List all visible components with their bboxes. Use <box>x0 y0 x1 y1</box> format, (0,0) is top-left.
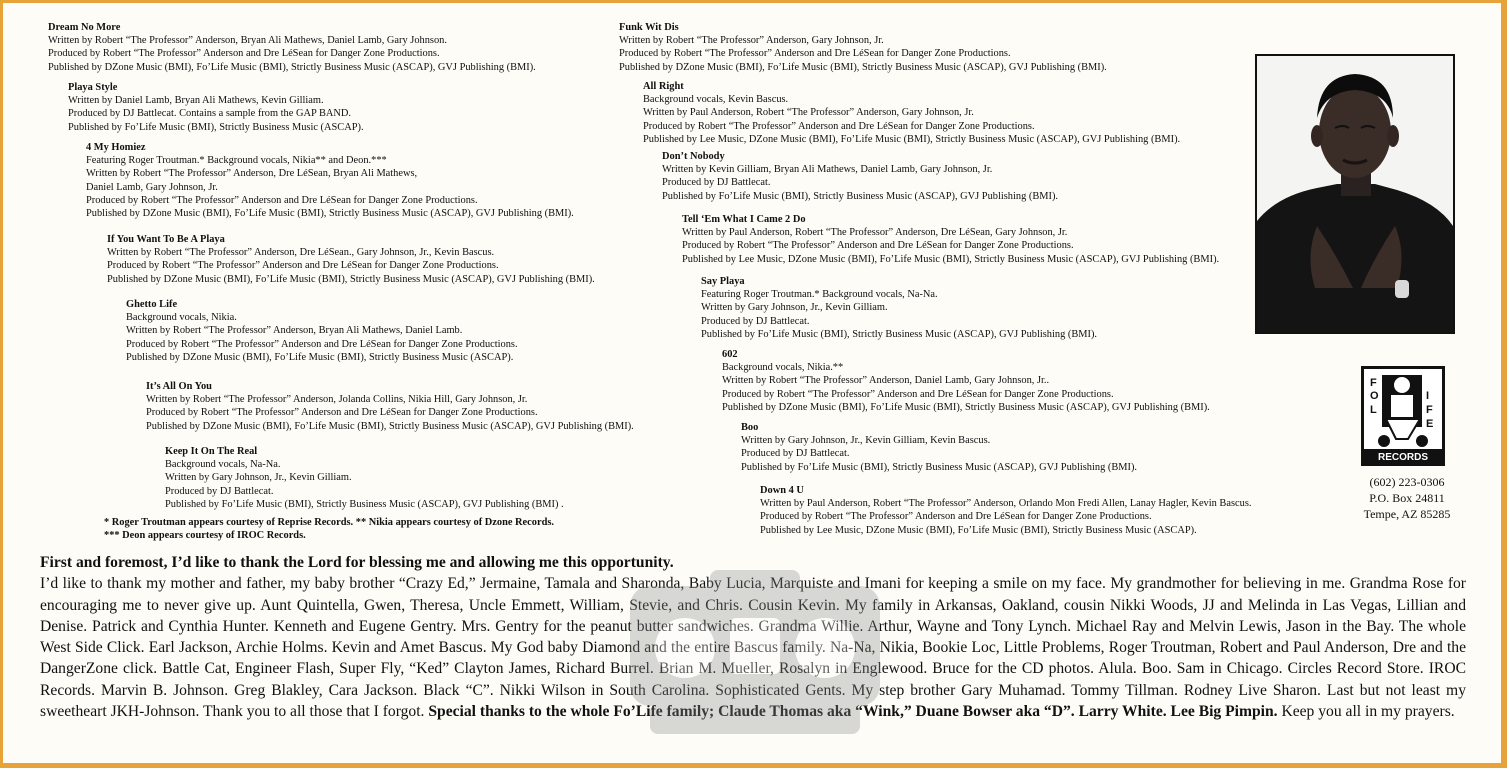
song-title: Ghetto Life <box>126 299 178 310</box>
credit-line: Published by Lee Music, DZone Music (BMI), Fo’Life Music (BMI), Strictly Business Music (ASCAP), GVJ Publishing (BMI). <box>643 133 1181 145</box>
credit-line: Published by Lee Music, DZone Music (BMI), Fo’Life Music (BMI), Strictly Business Music (ASCAP), GVJ Publishing (BMI). <box>682 253 1220 265</box>
song-credit <box>682 213 1219 266</box>
logo-letter: E <box>1426 418 1434 430</box>
song-credit <box>107 233 595 286</box>
credit-line: Produced by DJ Battlecat. <box>165 485 274 497</box>
credit-line: Produced by Robert “The Professor” Anderson and Dre LéSean for Danger Zone Productions. <box>722 388 1114 400</box>
credit-line: Written by Robert “The Professor” Anderson, Daniel Lamb, Gary Johnson, Jr.. <box>722 375 1050 387</box>
credit-line: Written by Robert “The Professor” Anderson, Dre LéSean, Bryan Ali Mathews, <box>86 168 418 180</box>
credit-line: Written by Paul Anderson, Robert “The Professor” Anderson, Gary Johnson, Jr. <box>643 107 974 119</box>
contact-info <box>1352 474 1462 522</box>
song-title: All Right <box>643 81 684 92</box>
credit-line: Written by Kevin Gilliam, Bryan Ali Mathews, Daniel Lamb, Gary Johnson, Jr. <box>662 164 993 176</box>
footnote-line: *** Deon appears courtesy of IROC Records. <box>104 530 306 541</box>
credit-line: Published by DZone Music (BMI), Fo’Life Music (BMI), Strictly Business Music (ASCAP), GVJ Publishing (BMI). <box>722 401 1210 413</box>
credit-line: Published by Fo’Life Music (BMI), Strictly Business Music (ASCAP), GVJ Publishing (BMI). <box>662 190 1059 202</box>
credit-line: Written by Robert “The Professor” Anderson, Gary Johnson, Jr. <box>619 35 884 47</box>
credit-line: Background vocals, Nikia. <box>126 312 237 324</box>
credit-line: Produced by DJ Battlecat. Contains a sample from the GAP BAND. <box>68 108 352 120</box>
credit-line: Written by Gary Johnson, Jr., Kevin Gilliam, Kevin Bascus. <box>741 435 991 447</box>
song-credit <box>760 484 1251 537</box>
song-credit <box>701 275 1097 341</box>
song-title: Down 4 U <box>760 485 804 496</box>
song-credit <box>126 298 518 364</box>
credit-line: Published by DZone Music (BMI), Fo’Life Music (BMI), Strictly Business Music (ASCAP), GVJ Publishing (BMI). <box>48 61 536 73</box>
artist-photo <box>1255 54 1455 334</box>
credit-line: Published by DZone Music (BMI), Fo’Life Music (BMI), Strictly Business Music (ASCAP), GVJ Publishing (BMI). <box>146 420 634 432</box>
credit-line: Featuring Roger Troutman.* Background vocals, Na-Na. <box>701 289 938 301</box>
credit-line: Written by Robert “The Professor” Anderson, Bryan Ali Mathews, Daniel Lamb, Gary Johnson. <box>48 35 447 47</box>
song-credit <box>662 150 1058 203</box>
credit-line: Produced by Robert “The Professor” Anderson and Dre LéSean for Danger Zone Productions. <box>146 407 538 419</box>
credit-line: Daniel Lamb, Gary Johnson, Jr. <box>86 181 218 193</box>
song-credit <box>165 445 564 511</box>
credit-line: Written by Paul Anderson, Robert “The Professor” Anderson, Dre LéSean, Gary Johnson, Jr. <box>682 227 1068 239</box>
credit-line: Published by Fo’Life Music (BMI), Strictly Business Music (ASCAP), GVJ Publishing (BMI). <box>741 461 1138 473</box>
credit-line: Written by Paul Anderson, Robert “The Professor” Anderson, Orlando Mon Fredi Allen, Lanay Hagler, Kevin Bascus. <box>760 498 1252 510</box>
credit-line: Background vocals, Nikia.** <box>722 362 844 374</box>
song-title: It’s All On You <box>146 381 212 392</box>
credit-line: Written by Gary Johnson, Jr., Kevin Gilliam. <box>165 472 352 484</box>
credit-line: Written by Robert “The Professor” Anderson, Dre LéSean., Gary Johnson, Jr., Kevin Bascus. <box>107 247 495 259</box>
song-credit <box>146 380 634 433</box>
logo-letter: F <box>1426 404 1433 416</box>
thanks-closing: Keep you all in my prayers. <box>1277 703 1455 721</box>
thank-you-text <box>40 552 1466 722</box>
folife-records-logo <box>1361 366 1445 466</box>
credit-line: Published by DZone Music (BMI), Fo’Life Music (BMI), Strictly Business Music (ASCAP). <box>126 351 514 363</box>
credit-line: Produced by Robert “The Professor” Anderson and Dre LéSean for Danger Zone Productions. <box>126 338 518 350</box>
credit-line: Background vocals, Na-Na. <box>165 459 281 471</box>
credit-line: Published by Fo’Life Music (BMI), Strictly Business Music (ASCAP). <box>68 121 364 133</box>
song-title: If You Want To Be A Playa <box>107 234 225 245</box>
credit-line: Published by DZone Music (BMI), Fo’Life Music (BMI), Strictly Business Music (ASCAP), GVJ Publishing (BMI). <box>619 61 1107 73</box>
song-title: 4 My Homiez <box>86 142 146 153</box>
folife-records-logo-graphic <box>1364 369 1442 463</box>
song-title: Dream No More <box>48 22 121 33</box>
credit-line: Featuring Roger Troutman.* Background vocals, Nikia** and Deon.*** <box>86 155 387 167</box>
credit-line: Published by DZone Music (BMI), Fo’Life Music (BMI), Strictly Business Music (ASCAP), GVJ Publishing (BMI). <box>86 208 574 220</box>
thanks-lead: First and foremost, I’d like to thank the Lord for blessing me and allowing me this opportunity. <box>40 554 674 571</box>
credit-line: Written by Gary Johnson, Jr., Kevin Gilliam. <box>701 302 888 314</box>
credit-line: Produced by Robert “The Professor” Anderson and Dre LéSean for Danger Zone Productions. <box>619 48 1011 60</box>
credit-line: Written by Daniel Lamb, Bryan Ali Mathews, Kevin Gilliam. <box>68 95 324 107</box>
credit-line: Produced by Robert “The Professor” Anderson and Dre LéSean for Danger Zone Productions. <box>48 48 440 60</box>
credit-line: Produced by Robert “The Professor” Anderson and Dre LéSean for Danger Zone Productions. <box>682 240 1074 252</box>
thanks-body: I’d like to thank my mother and father, my baby brother “Crazy Ed,” Jermaine, Tamala and Sharonda, Baby Lucia, Marquiste and Imani for keeping a smile on my face. My grandmother for believing in me. Grandma Rose for encouraging me to never give up. Aunt Quintella, Gwen, Theresa, Uncle Emmett, William, Stevie, and Chris. Cousin Kevin. My family in Arkansas, Oakland, cousin Nikki Woods, JJ and Melinda in Las Vegas, Lillian and Denise. Patrick and Cynthia Hunter. Kenneth and Eugene Gentry. Mrs. Gentry for the peanut butter sandwiches. Grandma Willie. Arthur, Wayne and Tony Lynch. Michael Ray and Melvin Lewis, Jason in the Bay. The whole West Side Click. Earl Jackson, Archie Holms. Kevin and Amet Bascus. My God baby Diamond and the entire Bascus family. Na-Na, Nikia, Bookie Loc, Little Problems, Roger Troutman, Robert and Paul Anderson, Dre and the DangerZone click. Battle Cat, Engineer Flash, Super Fly, “Ked” Clayton James, Richard Burrel. Brian M. Mueller, Rosalyn in Englewood. Bruce for the CD photos. Alula. Boo. Sam in Chicago. Circles Record Store. IROC Records. Marvin B. Johnson. Greg Blakley, Cara Jackson. Black “C”. Nikki Wilson in South Carolina. Sophisticated Gents. My step brother Gary Muhamad. Tommy Tillman. Rodney Live Sharon. Last but not least my sweetheart JKH-Johnson. Thank you to all those that I forgot. <box>40 575 1466 721</box>
song-credit <box>741 421 1137 474</box>
song-credit <box>643 80 1180 146</box>
credit-line: Produced by Robert “The Professor” Anderson and Dre LéSean for Danger Zone Productions. <box>760 511 1152 523</box>
thanks-special: Special thanks to the whole Fo’Life family; Claude Thomas aka “Wink,” Duane Bowser aka “D”. Larry White. Lee Big Pimpin. <box>428 703 1278 721</box>
credit-line: Published by DZone Music (BMI), Fo’Life Music (BMI), Strictly Business Music (ASCAP), GVJ Publishing (BMI). <box>107 273 595 285</box>
credit-line: Produced by Robert “The Professor” Anderson and Dre LéSean for Danger Zone Productions. <box>107 260 499 272</box>
song-title: Don’t Nobody <box>662 151 725 162</box>
contact-po-box: P.O. Box 24811 <box>1369 491 1445 505</box>
credit-line: Published by Fo’Life Music (BMI), Strictly Business Music (ASCAP), GVJ Publishing (BMI). <box>701 328 1098 340</box>
song-credit <box>68 81 364 134</box>
song-title: Say Playa <box>701 276 745 287</box>
song-title: Playa Style <box>68 82 118 93</box>
song-title: Tell ‘Em What I Came 2 Do <box>682 214 806 225</box>
credit-line: Published by Fo’Life Music (BMI), Strictly Business Music (ASCAP), GVJ Publishing (BMI) . <box>165 498 564 510</box>
song-title: Funk Wit Dis <box>619 22 679 33</box>
contact-phone: (602) 223-0306 <box>1369 475 1445 489</box>
contact-city: Tempe, AZ 85285 <box>1363 507 1451 521</box>
logo-letter: I <box>1426 390 1430 402</box>
credit-line: Written by Robert “The Professor” Anderson, Jolanda Collins, Nikia Hill, Gary Johnson, Jr. <box>146 394 528 406</box>
credit-line: Written by Robert “The Professor” Anderson, Bryan Ali Mathews, Daniel Lamb. <box>126 325 463 337</box>
credit-line: Published by Lee Music, DZone Music (BMI), Fo’Life Music (BMI), Strictly Business Music (ASCAP). <box>760 524 1197 536</box>
song-credit <box>722 348 1210 414</box>
credit-line: Produced by DJ Battlecat. <box>662 177 771 189</box>
credit-line: Produced by DJ Battlecat. <box>741 448 850 460</box>
footnote-line: * Roger Troutman appears courtesy of Reprise Records. ** Nikia appears courtesy of Dzone Records. <box>104 517 555 528</box>
song-credit <box>619 21 1107 74</box>
credit-line: Produced by Robert “The Professor” Anderson and Dre LéSean for Danger Zone Productions. <box>643 120 1035 132</box>
credit-line: Produced by Robert “The Professor” Anderson and Dre LéSean for Danger Zone Productions. <box>86 194 478 206</box>
footnotes <box>104 516 554 542</box>
credit-line: Background vocals, Kevin Bascus. <box>643 94 789 106</box>
logo-letter: F <box>1370 377 1377 389</box>
song-credit <box>48 21 536 74</box>
logo-records-text: RECORDS <box>1377 452 1429 463</box>
logo-letter: O <box>1370 390 1379 402</box>
artist-portrait-image <box>1257 56 1453 332</box>
song-title: Keep It On The Real <box>165 446 258 457</box>
song-title: 602 <box>722 349 738 360</box>
song-credit <box>86 141 574 220</box>
song-title: Boo <box>741 422 759 433</box>
logo-letter: L <box>1370 404 1377 416</box>
credit-line: Produced by DJ Battlecat. <box>701 315 810 327</box>
